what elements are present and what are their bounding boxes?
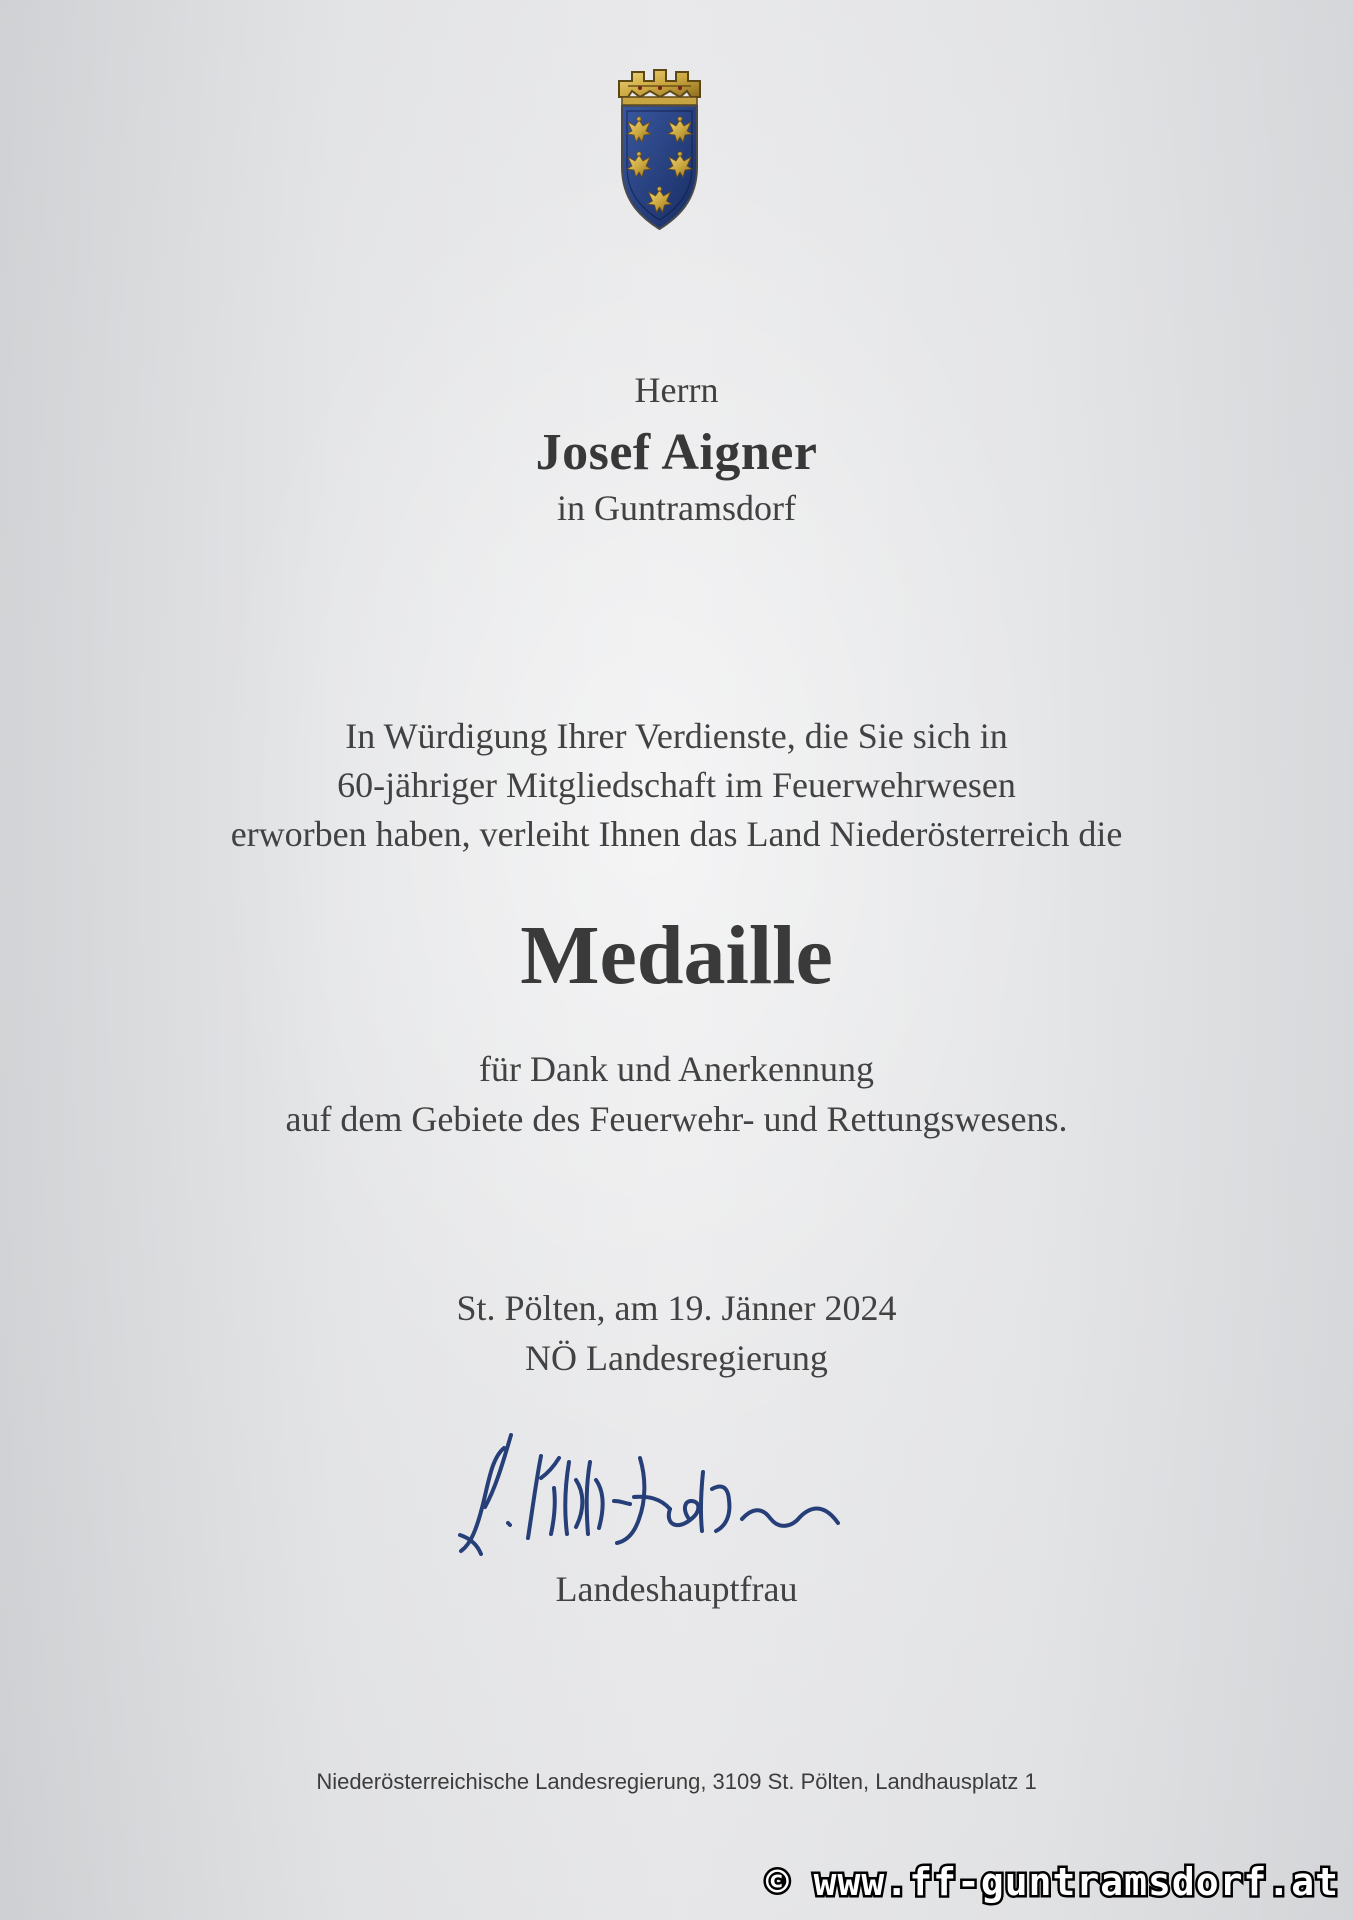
signatory-title: Landeshauptfrau: [555, 1569, 798, 1609]
award-description-line: für Dank und Anerkennung: [479, 1049, 874, 1089]
crown-icon: [619, 70, 700, 105]
award-title: Medaille: [520, 909, 833, 1002]
lower-austria-coat-of-arms-icon: [612, 64, 707, 234]
salutation: Herrn: [634, 370, 719, 410]
body-line: erworben haben, verleiht Ihnen das Land Niederösterreich die: [230, 814, 1123, 854]
website-watermark: © www.ff-guntramsdorf.at: [765, 1860, 1339, 1904]
issuer: NÖ Landesregierung: [525, 1338, 828, 1378]
award-description: [0, 1044, 1353, 1144]
body-line: In Würdigung Ihrer Verdienste, die Sie sich in: [345, 716, 1008, 756]
body-line: 60-jähriger Mitgliedschaft im Feuerwehrwesen: [337, 765, 1016, 805]
footer-address: Niederösterreichische Landesregierung, 3109 St. Pölten, Landhausplatz 1: [316, 1769, 1037, 1794]
award-justification: [0, 712, 1353, 859]
place-date: St. Pölten, am 19. Jänner 2024: [456, 1288, 897, 1328]
recipient-name: Josef Aigner: [535, 424, 818, 481]
handwritten-signature: [450, 1418, 870, 1568]
issuance-block: [0, 1283, 1353, 1383]
recipient-location: in Guntramsdorf: [557, 488, 796, 528]
award-description-line: auf dem Gebiete des Feuerwehr- und Rettungswesens.: [285, 1099, 1068, 1139]
